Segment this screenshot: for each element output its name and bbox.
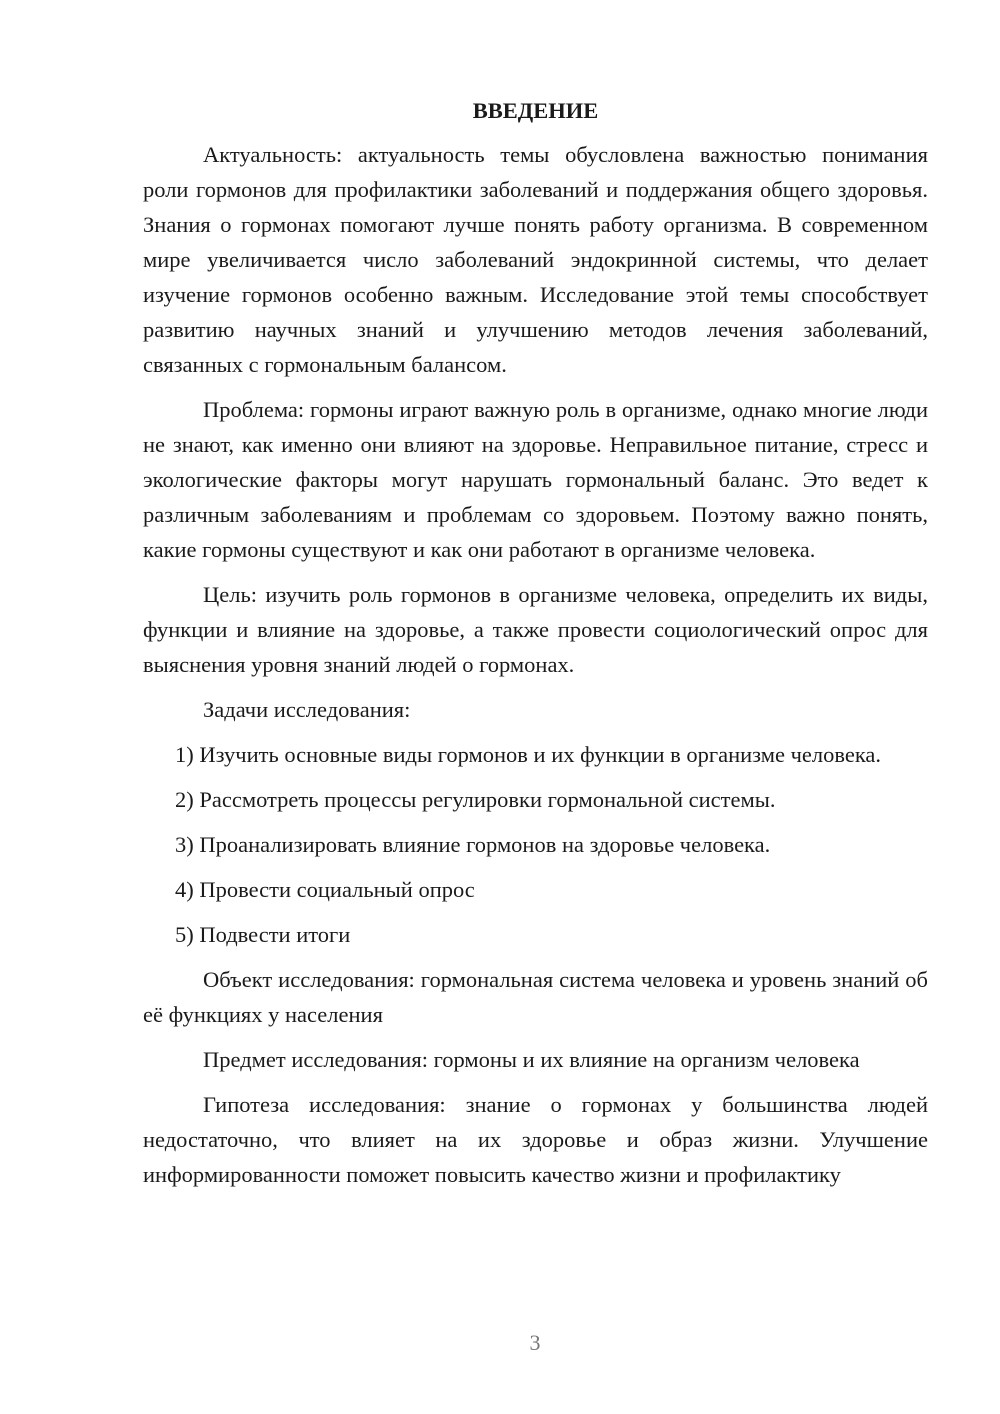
paragraph-relevance: Актуальность: актуальность темы обусловлена важностью понимания роли гормонов для профилактики заболеваний и поддержания общего здоровья. Знания о гормонах помогают лучше понять работу организма. В современном мире увеличивается число заболеваний эндокринной системы, что делает изучение гормонов особенно важным. Исследование этой темы способствует развитию научных знаний и улучшению методов лечения заболеваний, связанных с гормональным балансом. (143, 142, 928, 377)
task-item-3: 3) Проанализировать влияние гормонов на здоровье человека. (175, 832, 771, 857)
document-page (143, 92, 928, 1307)
paragraph-hypothesis: Гипотеза исследования: знание о гормонах у большинства людей недостаточно, что влияет на их здоровье и образ жизни. Улучшение информированности поможет повысить качество жизни и профилактику (143, 1092, 928, 1187)
page-number: 3 (529, 1330, 541, 1355)
paragraph-problem: Проблема: гормоны играют важную роль в организме, однако многие люди не знают, как именно они влияют на здоровье. Неправильное питание, стресс и экологические факторы могут нарушать гормональный баланс. Это ведет к различным заболеваниям и проблемам со здоровьем. Поэтому важно понять, какие гормоны существуют и как они работают в организме человека. (143, 397, 928, 562)
task-item-2: 2) Рассмотреть процессы регулировки гормональной системы. (175, 787, 776, 812)
task-item-4: 4) Провести социальный опрос (175, 877, 475, 902)
document-title: ВВЕДЕНИЕ (472, 98, 599, 123)
paragraph-object: Объект исследования: гормональная система человека и уровень знаний об её функциях у населения (143, 967, 928, 1027)
tasks-heading: Задачи исследования: (203, 697, 411, 722)
paragraph-subject: Предмет исследования: гормоны и их влияние на организм человека (203, 1047, 860, 1072)
paragraph-goal: Цель: изучить роль гормонов в организме человека, определить их виды, функции и влияние на здоровье, а также провести социологический опрос для выяснения уровня знаний людей о гормонах. (143, 582, 928, 677)
task-item-5: 5) Подвести итоги (175, 922, 351, 947)
task-item-1: 1) Изучить основные виды гормонов и их функции в организме человека. (175, 742, 882, 767)
